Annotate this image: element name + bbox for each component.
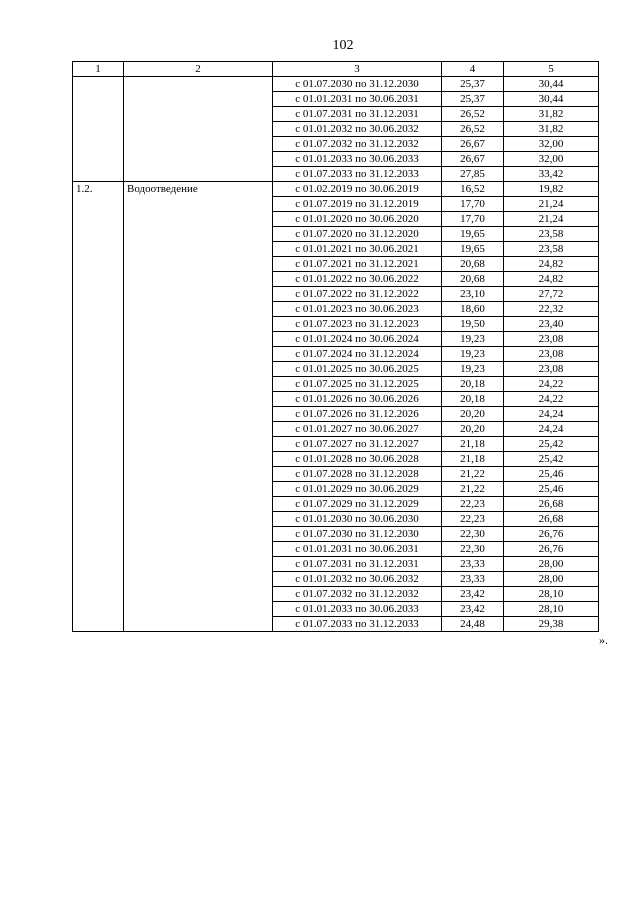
tariff-vat-value-cell: 23,58 xyxy=(504,242,599,257)
tariff-vat-value-cell: 28,00 xyxy=(504,572,599,587)
tariff-vat-value-cell: 32,00 xyxy=(504,137,599,152)
period-cell: с 01.01.2028 по 30.06.2028 xyxy=(273,452,442,467)
tariff-value-cell: 23,33 xyxy=(442,557,504,572)
tariff-vat-value-cell: 24,22 xyxy=(504,377,599,392)
tariff-vat-value-cell: 24,24 xyxy=(504,407,599,422)
tariff-value-cell: 23,33 xyxy=(442,572,504,587)
tariff-value-cell: 27,85 xyxy=(442,167,504,182)
tariff-value-cell: 20,18 xyxy=(442,392,504,407)
item-number-cell xyxy=(73,77,124,182)
tariff-value-cell: 19,65 xyxy=(442,227,504,242)
tariff-vat-value-cell: 30,44 xyxy=(504,92,599,107)
period-cell: с 01.01.2024 по 30.06.2024 xyxy=(273,332,442,347)
page-number: 102 xyxy=(332,38,354,53)
period-cell: с 01.01.2032 по 30.06.2032 xyxy=(273,122,442,137)
period-cell: с 01.07.2030 по 31.12.2030 xyxy=(273,77,442,92)
tariff-vat-value-cell: 25,46 xyxy=(504,482,599,497)
tariff-value-cell: 20,68 xyxy=(442,257,504,272)
tariff-vat-value-cell: 19,82 xyxy=(504,182,599,197)
period-cell: с 01.07.2020 по 31.12.2020 xyxy=(273,227,442,242)
tariff-value-cell: 24,48 xyxy=(442,617,504,632)
tariff-value-cell: 20,68 xyxy=(442,272,504,287)
period-cell: с 01.07.2026 по 31.12.2026 xyxy=(273,407,442,422)
table-row xyxy=(73,77,599,92)
tariff-vat-value-cell: 21,24 xyxy=(504,212,599,227)
tariff-value-cell: 19,50 xyxy=(442,317,504,332)
period-cell: с 01.07.2031 по 31.12.2031 xyxy=(273,557,442,572)
tariff-value-cell: 16,52 xyxy=(442,182,504,197)
column-header-1: 1 xyxy=(73,62,124,77)
period-cell: с 01.07.2021 по 31.12.2021 xyxy=(273,257,442,272)
tariff-value-cell: 18,60 xyxy=(442,302,504,317)
tariff-value-cell: 19,23 xyxy=(442,347,504,362)
period-cell: с 01.07.2031 по 31.12.2031 xyxy=(273,107,442,122)
column-header-3: 3 xyxy=(273,62,442,77)
period-cell: с 01.01.2023 по 30.06.2023 xyxy=(273,302,442,317)
tariff-vat-value-cell: 22,32 xyxy=(504,302,599,317)
tariff-vat-value-cell: 26,76 xyxy=(504,527,599,542)
period-cell: с 01.01.2033 по 30.06.2033 xyxy=(273,152,442,167)
tariff-vat-value-cell: 23,08 xyxy=(504,362,599,377)
tariff-value-cell: 25,37 xyxy=(442,92,504,107)
period-cell: с 01.01.2029 по 30.06.2029 xyxy=(273,482,442,497)
period-cell: с 01.07.2025 по 31.12.2025 xyxy=(273,377,442,392)
tariff-vat-value-cell: 27,72 xyxy=(504,287,599,302)
tariff-value-cell: 23,42 xyxy=(442,602,504,617)
tariff-value-cell: 17,70 xyxy=(442,197,504,212)
period-cell: с 01.01.2026 по 30.06.2026 xyxy=(273,392,442,407)
period-cell: с 01.07.2032 по 31.12.2032 xyxy=(273,587,442,602)
column-header-4: 4 xyxy=(442,62,504,77)
tariff-vat-value-cell: 30,44 xyxy=(504,77,599,92)
tariff-value-cell: 26,52 xyxy=(442,122,504,137)
tariff-value-cell: 26,52 xyxy=(442,107,504,122)
tariff-vat-value-cell: 25,42 xyxy=(504,437,599,452)
period-cell: с 01.01.2022 по 30.06.2022 xyxy=(273,272,442,287)
tariff-value-cell: 22,30 xyxy=(442,527,504,542)
tariff-vat-value-cell: 28,10 xyxy=(504,587,599,602)
tariff-vat-value-cell: 31,82 xyxy=(504,122,599,137)
tariff-value-cell: 22,30 xyxy=(442,542,504,557)
tariff-vat-value-cell: 21,24 xyxy=(504,197,599,212)
tariff-vat-value-cell: 24,24 xyxy=(504,422,599,437)
service-name-cell: Водоотведение xyxy=(124,182,273,632)
service-name-cell xyxy=(124,77,273,182)
period-cell: с 01.02.2019 по 30.06.2019 xyxy=(273,182,442,197)
tariff-value-cell: 21,22 xyxy=(442,482,504,497)
tariff-value-cell: 19,65 xyxy=(442,242,504,257)
tariff-vat-value-cell: 26,76 xyxy=(504,542,599,557)
table-row xyxy=(73,182,599,197)
tariff-vat-value-cell: 33,42 xyxy=(504,167,599,182)
period-cell: с 01.07.2023 по 31.12.2023 xyxy=(273,317,442,332)
period-cell: с 01.01.2031 по 30.06.2031 xyxy=(273,542,442,557)
period-cell: с 01.07.2022 по 31.12.2022 xyxy=(273,287,442,302)
tariff-value-cell: 26,67 xyxy=(442,137,504,152)
tariff-value-cell: 21,18 xyxy=(442,452,504,467)
tariff-value-cell: 22,23 xyxy=(442,497,504,512)
tariff-vat-value-cell: 24,82 xyxy=(504,257,599,272)
tariff-vat-value-cell: 24,22 xyxy=(504,392,599,407)
tariff-vat-value-cell: 32,00 xyxy=(504,152,599,167)
tariff-vat-value-cell: 23,40 xyxy=(504,317,599,332)
column-header-5: 5 xyxy=(504,62,599,77)
period-cell: с 01.01.2031 по 30.06.2031 xyxy=(273,92,442,107)
tariff-vat-value-cell: 29,38 xyxy=(504,617,599,632)
tariff-value-cell: 22,23 xyxy=(442,512,504,527)
item-number-cell: 1.2. xyxy=(73,182,124,632)
period-cell: с 01.01.2020 по 30.06.2020 xyxy=(273,212,442,227)
period-cell: с 01.07.2024 по 31.12.2024 xyxy=(273,347,442,362)
tariff-vat-value-cell: 28,10 xyxy=(504,602,599,617)
tariff-vat-value-cell: 23,08 xyxy=(504,347,599,362)
column-numbers-row xyxy=(73,62,599,77)
tariff-value-cell: 20,20 xyxy=(442,407,504,422)
column-header-2: 2 xyxy=(124,62,273,77)
tariff-value-cell: 19,23 xyxy=(442,332,504,347)
tariff-vat-value-cell: 28,00 xyxy=(504,557,599,572)
tariff-vat-value-cell: 26,68 xyxy=(504,497,599,512)
period-cell: с 01.07.2028 по 31.12.2028 xyxy=(273,467,442,482)
period-cell: с 01.07.2033 по 31.12.2033 xyxy=(273,617,442,632)
tariff-value-cell: 19,23 xyxy=(442,362,504,377)
tariff-value-cell: 23,10 xyxy=(442,287,504,302)
tariff-value-cell: 20,18 xyxy=(442,377,504,392)
period-cell: с 01.01.2030 по 30.06.2030 xyxy=(273,512,442,527)
tariff-vat-value-cell: 23,58 xyxy=(504,227,599,242)
tariff-value-cell: 17,70 xyxy=(442,212,504,227)
period-cell: с 01.01.2032 по 30.06.2032 xyxy=(273,572,442,587)
tariff-value-cell: 26,67 xyxy=(442,152,504,167)
period-cell: с 01.07.2029 по 31.12.2029 xyxy=(273,497,442,512)
period-cell: с 01.01.2033 по 30.06.2033 xyxy=(273,602,442,617)
period-cell: с 01.01.2021 по 30.06.2021 xyxy=(273,242,442,257)
tariff-vat-value-cell: 25,42 xyxy=(504,452,599,467)
tariff-value-cell: 20,20 xyxy=(442,422,504,437)
period-cell: с 01.07.2027 по 31.12.2027 xyxy=(273,437,442,452)
period-cell: с 01.07.2032 по 31.12.2032 xyxy=(273,137,442,152)
tariff-vat-value-cell: 23,08 xyxy=(504,332,599,347)
period-cell: с 01.07.2030 по 31.12.2030 xyxy=(273,527,442,542)
closing-quote-mark: ». xyxy=(599,633,608,647)
tariff-value-cell: 21,18 xyxy=(442,437,504,452)
table-body xyxy=(73,77,599,632)
tariff-vat-value-cell: 31,82 xyxy=(504,107,599,122)
period-cell: с 01.07.2019 по 31.12.2019 xyxy=(273,197,442,212)
tariff-table xyxy=(72,61,599,632)
tariff-value-cell: 21,22 xyxy=(442,467,504,482)
tariff-vat-value-cell: 24,82 xyxy=(504,272,599,287)
tariff-value-cell: 25,37 xyxy=(442,77,504,92)
period-cell: с 01.01.2025 по 30.06.2025 xyxy=(273,362,442,377)
tariff-vat-value-cell: 26,68 xyxy=(504,512,599,527)
tariff-vat-value-cell: 25,46 xyxy=(504,467,599,482)
period-cell: с 01.01.2027 по 30.06.2027 xyxy=(273,422,442,437)
tariff-value-cell: 23,42 xyxy=(442,587,504,602)
period-cell: с 01.07.2033 по 31.12.2033 xyxy=(273,167,442,182)
